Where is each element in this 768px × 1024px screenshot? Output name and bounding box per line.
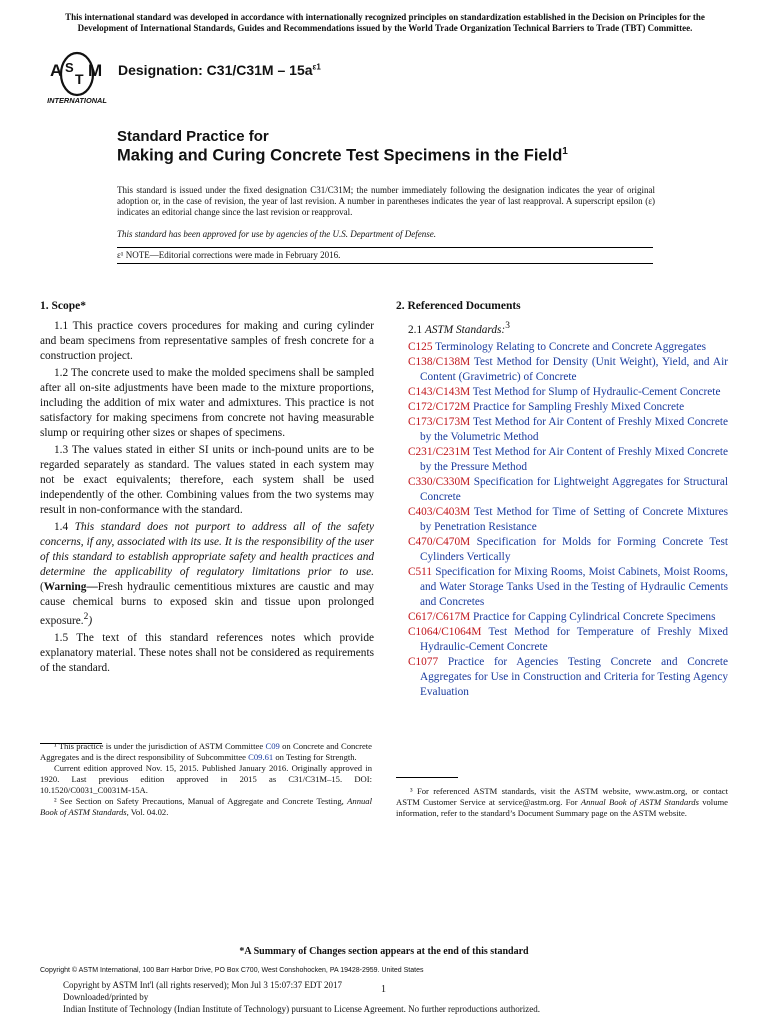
footnote-1 (40, 741, 372, 763)
reference-title-link[interactable]: Specification for Molds for Forming Concrete Test Cylinders Vertically (420, 535, 729, 563)
footnote-mark-2: 2 (83, 612, 89, 622)
reference-item (396, 655, 728, 700)
download-line-3: Indian Institute of Technology (Indian Institute of Technology) pursuant to License Agreement. No further reproductions authorized. (63, 1004, 541, 1014)
title-line-2 (117, 146, 568, 166)
download-line-2: Downloaded/printed by (63, 992, 149, 1002)
editorial-note: ε¹ NOTE—Editorial corrections were made in February 2016. (117, 250, 341, 260)
reference-code-link[interactable]: C330/C330M (408, 475, 471, 488)
page-number: 1 (381, 984, 386, 995)
scope-1-4-number: 1.4 (54, 521, 75, 533)
footnote-1-edition: Current edition approved Nov. 15, 2015. Published January 2016. Originally approved in 1920. Last previous edition approved in 2015 as C31/C31M–15. DOI: 10.1520/C0031_C0031M-15A. (40, 763, 372, 795)
footnote-mark-3: 3 (505, 321, 510, 331)
logo-letter-s: S (65, 60, 74, 75)
committee-link[interactable]: C09 (265, 741, 280, 751)
reference-item (396, 535, 728, 565)
divider (117, 263, 653, 264)
designation (118, 62, 321, 78)
reference-code-link[interactable]: C231/C231M (408, 445, 471, 458)
reference-item (396, 445, 728, 475)
subheading-number: 2.1 (408, 323, 425, 336)
footnote-3-part-1: ³ For referenced ASTM standards, visit the ASTM website, www.astm.org, or contact ASTM Customer Service at service@astm.org. For (396, 786, 728, 807)
footnote-1-text-2: on Concrete and Concrete Aggregates and is the direct responsibility of Subcommittee (40, 741, 372, 762)
reference-code-link[interactable]: C617/C617M (408, 610, 471, 623)
reference-title-link[interactable]: Test Method for Temperature of Freshly Mixed Hydraulic-Cement Concrete (420, 625, 728, 653)
logo-letter-a: A (50, 61, 63, 80)
reference-code-link[interactable]: C125 (408, 340, 433, 353)
footnote-3-part-2: volume information, refer to the standard’s Document Summary page on the ASTM website. (396, 797, 728, 818)
footnote-2-vol: , Vol. 04.02. (126, 807, 169, 817)
reference-code-link[interactable]: C172/C172M (408, 400, 471, 413)
footnote-1-text-3: on Testing for Strength. (273, 752, 357, 762)
reference-item (396, 340, 728, 355)
scope-heading: 1. Scope* (40, 300, 86, 312)
title-line-1: Standard Practice for (117, 128, 269, 145)
reference-title-link[interactable]: Test Method for Air Content of Freshly Mixed Concrete by the Pressure Method (420, 445, 728, 473)
scope-1-4-close: ) (88, 614, 93, 627)
footnote-3-book: Annual Book of ASTM Standards (580, 797, 699, 807)
reference-item (396, 355, 728, 385)
warning-label: Warning— (43, 581, 98, 593)
summary-of-changes-note: *A Summary of Changes section appears at the end of this standard (239, 946, 529, 957)
reference-code-link[interactable]: C1064/C1064M (408, 625, 482, 638)
designation-epsilon: ε1 (312, 62, 321, 72)
reference-code-link[interactable]: C138/C138M (408, 355, 471, 368)
reference-title-link[interactable]: Specification for Mixing Rooms, Moist Cabinets, Moist Rooms, and Water Storage Tanks Used in the Testing of Hydraulic Cements and Concretes (420, 565, 728, 608)
reference-code-link[interactable]: C143/C143M (408, 385, 471, 398)
scope-1-4-warning: Fresh hydraulic cementitious mixtures are caustic and may cause chemical burns to exposed skin and tissue upon prolonged exposure. (40, 581, 374, 627)
logo-international-text: INTERNATIONAL (47, 96, 107, 105)
references-column (396, 299, 728, 700)
reference-title-link[interactable]: Practice for Capping Cylindrical Concrete Specimens (472, 610, 716, 623)
subheading-label: ASTM Standards: (424, 323, 506, 336)
top-notice: This international standard was developed in accordance with internationally recognized principles on standardization established in the Decision on Principles for the Development of International Standards, Guides and Recommendations issued by the World Trade Organization Technical Barriers to Trade (TBT) Committee. (65, 12, 705, 33)
astm-standards-subheading (408, 319, 728, 338)
dod-approval: This standard has been approved for use by agencies of the U.S. Department of Defense. (117, 229, 437, 239)
reference-code-link[interactable]: C511 (408, 565, 433, 578)
scope-1-1: 1.1 This practice covers procedures for making and curing cylinder and beam specimens from representative samples of fresh concrete for a construction project. (40, 320, 374, 362)
reference-title-link[interactable]: Practice for Sampling Freshly Mixed Concrete (472, 400, 685, 413)
reference-list (396, 340, 728, 700)
scope-1-4-open: ( (40, 581, 44, 593)
scope-column (40, 299, 374, 678)
reference-item (396, 475, 728, 505)
astm-logo (44, 50, 110, 106)
subcommittee-link[interactable]: C09.61 (248, 752, 274, 762)
reference-item (396, 610, 728, 625)
reference-item (396, 415, 728, 445)
reference-item (396, 400, 728, 415)
logo-letter-t: T (75, 71, 84, 87)
divider (117, 247, 653, 248)
footnote-3-text (396, 786, 728, 819)
download-info (63, 979, 540, 1015)
footnote-2-book: Annual Book of ASTM Standards (40, 796, 372, 817)
scope-1-4-safety: This standard does not purport to address all of the safety concerns, if any, associated with its use. It is the responsibility of the user of this standard to establish appropriate safety and health practices and determine the applicability of regulatory limitations prior to use. (40, 521, 375, 578)
designation-label: Designation: C31/C31M – 15a (118, 62, 313, 78)
footnote-1-text: ¹ This practice is under the jurisdiction of ASTM Committee (54, 741, 266, 751)
issued-statement: This standard is issued under the fixed designation C31/C31M; the number immediately following the designation indicates the year of original adoption or, in the case of revision, the year of last revision. A number in parentheses indicates the year of last reapproval. A superscript epsilon (ε) indicates an editorial change since the last revision or reapproval. (117, 185, 655, 217)
reference-title-link[interactable]: Terminology Relating to Concrete and Concrete Aggregates (435, 340, 706, 353)
reference-title-link[interactable]: Test Method for Air Content of Freshly Mixed Concrete by the Volumetric Method (420, 415, 728, 443)
reference-code-link[interactable]: C403/C403M (408, 505, 471, 518)
scope-1-3: 1.3 The values stated in either SI units or inch-pound units are to be regarded separately as standard. The values stated in each system may not be exact equivalents; therefore, each system shall be used independently of the other. Combining values from the two systems may result in non-conformance with the standard. (40, 444, 374, 516)
reference-title-link[interactable]: Test Method for Slump of Hydraulic-Cement Concrete (472, 385, 721, 398)
reference-code-link[interactable]: C1077 (408, 655, 439, 668)
reference-title-link[interactable]: Test Method for Density (Unit Weight), Yield, and Air Content (Gravimetric) of Concrete (420, 355, 728, 383)
reference-item (396, 505, 728, 535)
reference-title-link[interactable]: Practice for Agencies Testing Concrete and Concrete Aggregates for Use in Construction and Criteria for Testing Agency Evaluation (420, 655, 728, 698)
footnote-2-text: ² See Section on Safety Precautions, Manual of Aggregate and Concrete Testing, (54, 796, 348, 806)
reference-item (396, 625, 728, 655)
reference-title-link[interactable]: Test Method for Time of Setting of Concrete Mixtures by Penetration Resistance (420, 505, 728, 533)
reference-item (396, 565, 728, 610)
download-line-1: Copyright by ASTM Int'l (all rights reserved); Mon Jul 3 15:07:37 EDT 2017 (63, 980, 342, 990)
reference-code-link[interactable]: C173/C173M (408, 415, 471, 428)
references-heading: 2. Referenced Documents (396, 300, 521, 312)
reference-item (396, 385, 728, 400)
title-footnote-mark: 1 (562, 146, 568, 157)
scope-1-4 (40, 520, 374, 629)
reference-title-link[interactable]: Specification for Lightweight Aggregates for Structural Concrete (420, 475, 729, 503)
footnote-2 (40, 796, 372, 818)
footnote-3 (396, 786, 728, 819)
title-main: Making and Curing Concrete Test Specimens in the Field (117, 146, 563, 165)
scope-1-5: 1.5 The text of this standard references notes which provide explanatory material. These notes shall not be considered as requirements of the standard. (40, 631, 374, 674)
logo-letter-m: M (88, 61, 103, 80)
copyright-line: Copyright © ASTM International, 100 Barr Harbor Drive, PO Box C700, West Conshohocken, PA 19428-2959. United States (40, 967, 424, 974)
reference-code-link[interactable]: C470/C470M (408, 535, 471, 548)
footnotes-left (40, 741, 372, 818)
scope-1-2: 1.2 The concrete used to make the molded specimens shall be sampled after all on-site adjustments have been made to the mixture proportions, including the addition of mix water and admixtures. This practice is not satisfactory for making specimens from concrete not having measurable slump or requiring other sizes or shapes of specimens. (40, 367, 374, 439)
footnote-rule (396, 777, 458, 778)
